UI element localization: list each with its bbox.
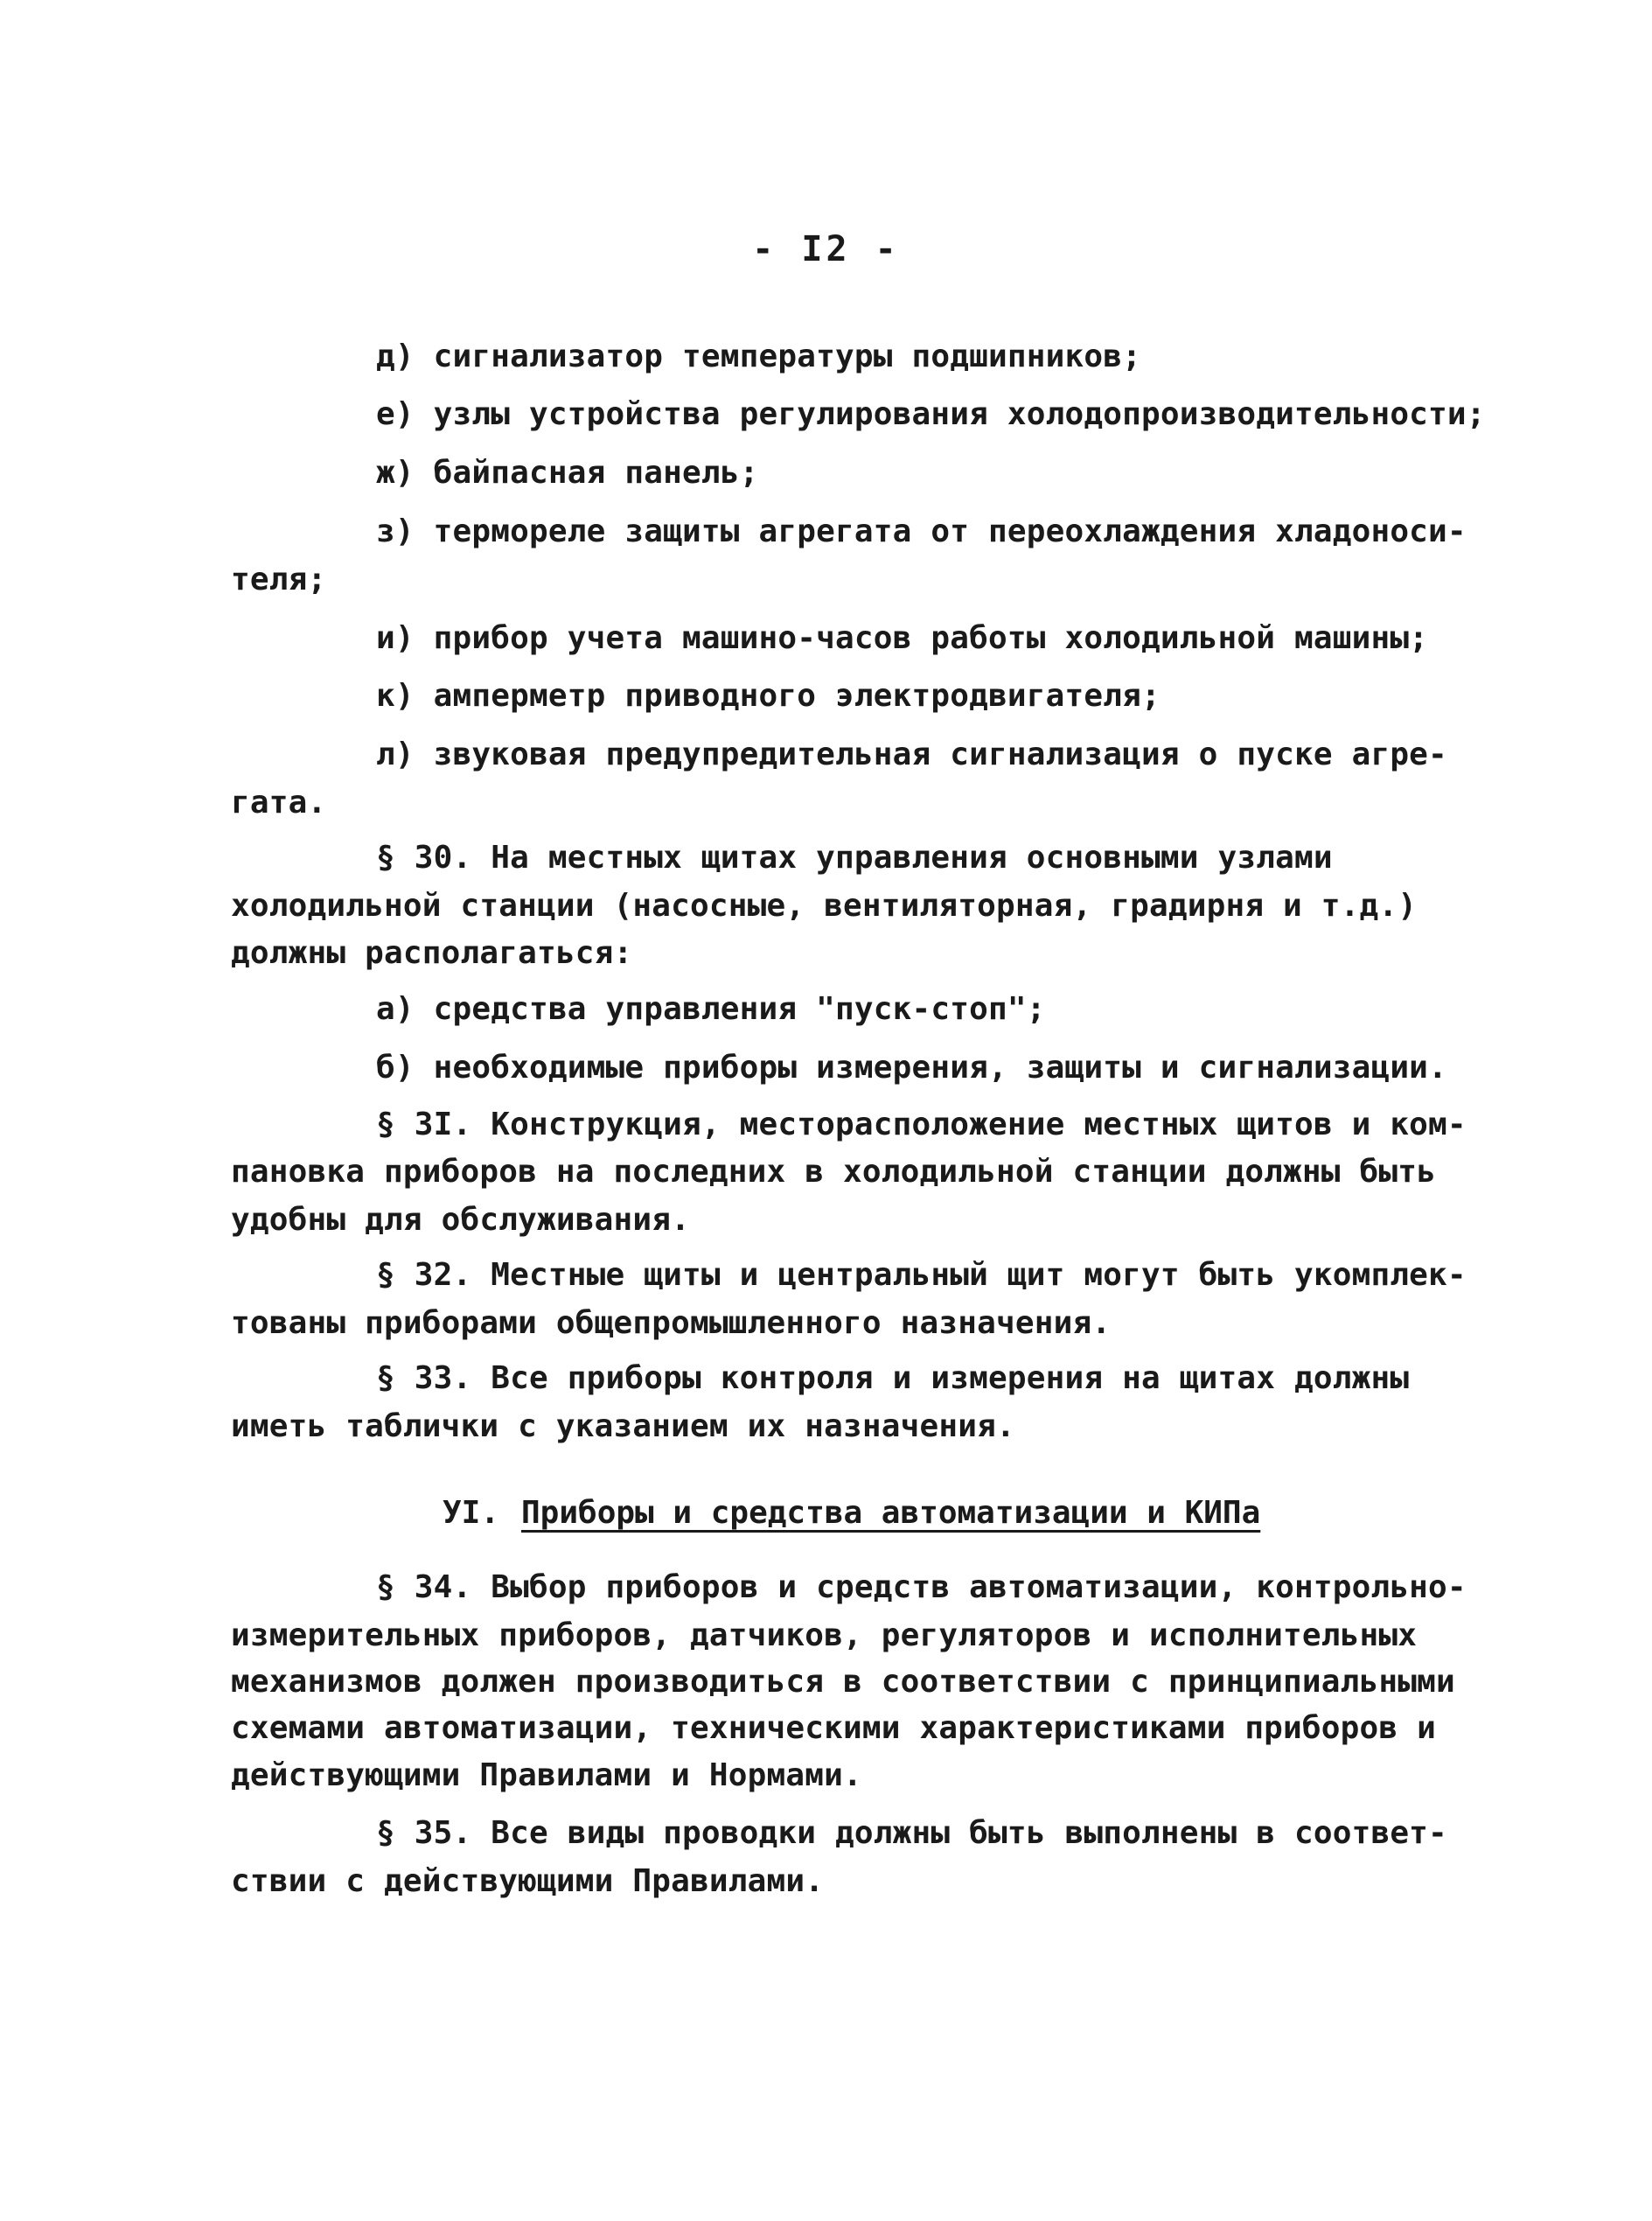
para-31-line3: удобны для обслуживания. (231, 1202, 690, 1238)
para-33-line2: иметь таблички с указанием их назначения. (231, 1408, 1015, 1444)
page-number: - I2 - (752, 229, 900, 269)
list-item-z: з) термореле защиты агрегата от переохлаждения хладоноси- (376, 513, 1467, 549)
para-34-line4: схемами автоматизации, техническими характеристиками приборов и (231, 1710, 1437, 1746)
para-34-line1: § 34. Выбор приборов и средств автоматизации, контрольно- (376, 1569, 1467, 1605)
para-31-line2: пановка приборов на последних в холодильной станции должны быть (231, 1154, 1437, 1190)
para-35-line1: § 35. Все виды проводки должны быть выполнены в соответ- (376, 1815, 1447, 1851)
para-32-line1: § 32. Местные щиты и центральный щит могут быть укомплек- (376, 1257, 1467, 1293)
para-31-line1: § 3I. Конструкция, месторасположение местных щитов и ком- (376, 1107, 1467, 1142)
para-32-line2: тованы приборами общепромышленного назначения. (231, 1305, 1112, 1341)
section-number: УI. (443, 1495, 500, 1531)
list-item-l: л) звуковая предупредительная сигнализация о пуске агре- (376, 737, 1447, 772)
para-34-line3: механизмов должен производиться в соответствии с принципиальными (231, 1664, 1455, 1700)
para-33-line1: § 33. Все приборы контроля и измерения на щитах должны (376, 1360, 1410, 1396)
list-item-zh: ж) байпасная панель; (376, 455, 759, 491)
para-30-item-b: б) необходимые приборы измерения, защиты и сигнализации. (376, 1050, 1447, 1086)
list-item-i: и) прибор учета машино-часов работы холодильной машины; (376, 620, 1429, 656)
para-35-line2: ствии с действующими Правилами. (231, 1863, 825, 1899)
para-34-line5: действующими Правилами и Нормами. (231, 1757, 862, 1793)
para-30-line3: должны располагаться: (231, 935, 633, 971)
list-item-e: е) узлы устройства регулирования холодопроизводительности; (376, 396, 1486, 432)
section-title: Приборы и средства автоматизации и КИПа (521, 1495, 1261, 1531)
list-item-d: д) сигнализатор температуры подшипников; (376, 339, 1141, 374)
para-34-line2: измерительных приборов, датчиков, регуляторов и исполнительных (231, 1617, 1418, 1653)
list-item-z-continued: теля; (231, 562, 327, 597)
list-item-k: к) амперметр приводного электродвигателя; (376, 678, 1161, 714)
list-item-l-continued: гата. (231, 785, 327, 821)
para-30-item-a: а) средства управления "пуск-стоп"; (376, 991, 1046, 1027)
para-30-line2: холодильной станции (насосные, вентиляторная, градирня и т.д.) (231, 888, 1418, 924)
para-30-line1: § 30. На местных щитах управления основными узлами (376, 840, 1333, 876)
